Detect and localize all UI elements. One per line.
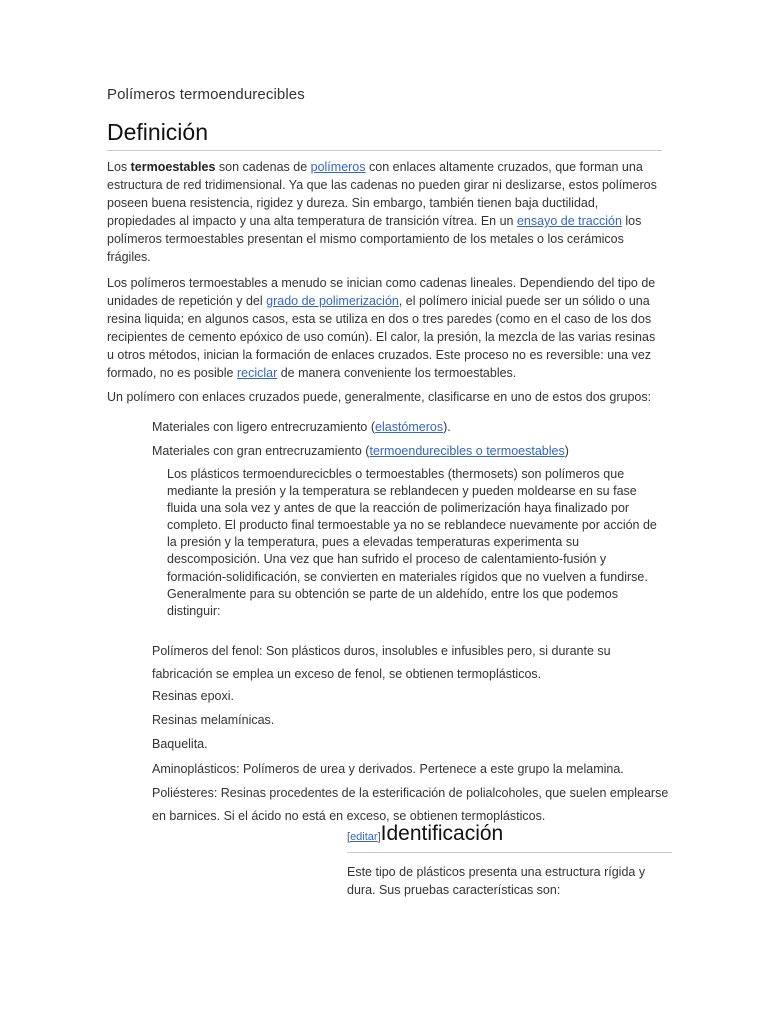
text-run: Materiales con gran entrecruzamiento ( (152, 444, 370, 458)
text-run: de manera conveniente los termoestables. (277, 366, 517, 380)
list-item-type: Aminoplásticos: Polímeros de urea y derivados. Pertenece a este grupo la melamina. (152, 762, 624, 776)
link-polimeros[interactable]: polímeros (310, 160, 366, 174)
paragraph-formation (107, 274, 662, 382)
edit-link[interactable]: editar (350, 831, 378, 843)
list-item-type: Resinas epoxi. (152, 689, 234, 703)
edit-bracket: [ (347, 831, 351, 843)
text-run: Los polímeros termoestables a menudo se inician como cadenas lineales. Dependiendo del tipo de unidades de repetición y del (107, 276, 656, 308)
text-run: Materiales con ligero entrecruzamiento ( (152, 420, 376, 434)
link-ensayo-de-traccion[interactable]: ensayo de tracción (516, 214, 622, 228)
link-grado-de-polimerizacion[interactable]: grado de polimerización (266, 294, 399, 308)
list-item-gran (152, 442, 569, 460)
list-item-ligero (152, 418, 451, 436)
text-run: con enlaces altamente cruzados, que forman una estructura de red tridimensional. Ya que las cadenas no pueden girar ni deslizarse, estos polímeros poseen buena resistencia, rigidez y dureza. Sin embargo, también tienen baja ductilidad, propiedades al impacto y una alta temperatura de transición vítrea. En un (107, 160, 657, 228)
document-title: Polímeros termoendurecibles (107, 86, 305, 103)
list-item-type: Resinas melamínicas. (152, 713, 275, 727)
text-run: los polímeros termoestables presentan el mismo comportamiento de los metales o los cerámicos frágiles. (107, 214, 642, 264)
text-run: ). (443, 420, 451, 434)
edit-section (347, 831, 381, 843)
paragraph-classification: Un polímero con enlaces cruzados puede, generalmente, clasificarse en uno de estos dos grupos: (107, 390, 652, 404)
paragraph-identification: Este tipo de plásticos presenta una estructura rígida y dura. Sus pruebas características son: (347, 865, 646, 897)
link-elastomeros[interactable]: elastómeros (375, 420, 444, 434)
text-run: ) (564, 444, 569, 458)
bold-term: termoestables (130, 160, 216, 174)
section-heading-definicion: Definición (107, 117, 662, 151)
edit-bracket: ] (377, 831, 381, 843)
list-item-type: Poliésteres: Resinas procedentes de la esterificación de polialcoholes, que suelen emplearse en barnices. Si el ácido no está en exceso, se obtienen termoplásticos. (152, 786, 669, 823)
blockquote-thermosets: Los plásticos termoendurecicbles o termoestables (thermosets) son polímeros que mediante la presión y la temperatura se reblandecen y pueden moldearse en su fase fluida una sola vez y antes de que la reacción de polimerización haya finalizado por completo. El producto final termoestable ya no se reblandece nuevamente por acción de la presión y la temperatura, pues a elevadas temperaturas experimenta su descomposición. Una vez que han sufrido el proceso de calentamiento-fusión y formación-solidificación, se convierten en materiales rígidos que no vuelven a fundirse. Generalmente para su obtención se parte de un aldehído, entre los que podemos distinguir: (167, 467, 657, 618)
text-run: son cadenas de (215, 160, 311, 174)
text-run: Los (107, 160, 131, 174)
link-reciclar[interactable]: reciclar (236, 366, 278, 380)
section-heading-identificacion: Identificación (380, 822, 504, 845)
list-item-type: Baquelita. (152, 737, 208, 751)
text-run: , el polímero inicial puede ser un sólido o una resina liquida; en algunos casos, esta se utiliza en dos o tres paredes (como en el caso de los dos recipientes de cemento epóxico de uso común). El calor, la presión, la mezcla de las varias resinas u otros métodos, inician la formación de enlaces cruzados. Este proceso no es reversible: una vez formado, no es posible (107, 294, 656, 380)
section-heading-identificacion-wrap (347, 822, 672, 853)
list-item-type: Polímeros del fenol: Son plásticos duros, insolubles e infusibles pero, si durante su fabricación se emplea un exceso de fenol, se obtienen termoplásticos. (152, 644, 611, 681)
paragraph-definition (107, 158, 662, 266)
link-termoendurecibles[interactable]: termoendurecibles o termoestables (369, 444, 565, 458)
